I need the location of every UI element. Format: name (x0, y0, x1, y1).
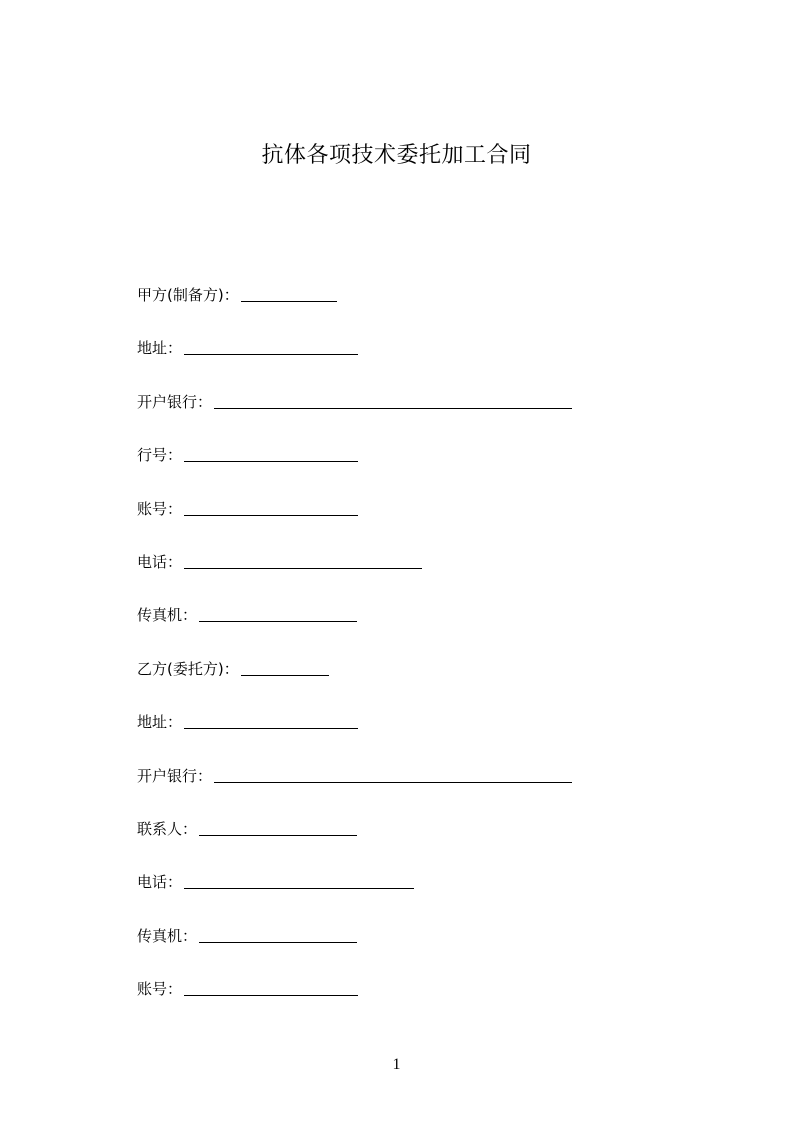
field-party-b-contact (137, 818, 572, 871)
fill-in-blank[interactable] (184, 444, 358, 462)
field-party-b (137, 658, 572, 711)
field-label: 开户银行： (137, 392, 213, 411)
page-title: 抗体各项技术委托加工合同 (261, 143, 532, 168)
party-info-fields (137, 284, 572, 1031)
fill-in-blank[interactable] (199, 818, 357, 836)
fill-in-blank[interactable] (184, 711, 358, 729)
field-party-a-bank-code (137, 444, 572, 497)
field-label: 行号： (137, 446, 183, 465)
fill-in-blank[interactable] (199, 604, 357, 622)
field-party-a-fax (137, 604, 572, 657)
fill-in-blank[interactable] (184, 337, 358, 355)
field-party-b-fax (137, 925, 572, 978)
field-label: 地址： (137, 713, 183, 732)
field-party-a (137, 284, 572, 337)
field-party-a-phone (137, 551, 572, 604)
field-party-b-phone (137, 871, 572, 924)
field-party-b-address (137, 711, 572, 764)
fill-in-blank[interactable] (241, 284, 337, 302)
fill-in-blank[interactable] (241, 658, 329, 676)
fill-in-blank[interactable] (214, 765, 572, 783)
fill-in-blank[interactable] (214, 391, 572, 409)
field-party-a-account (137, 498, 572, 551)
field-party-a-address (137, 337, 572, 390)
field-label: 地址： (137, 339, 183, 358)
fill-in-blank[interactable] (184, 871, 414, 889)
field-label: 传真机： (137, 926, 198, 945)
field-label: 甲方(制备方)： (137, 286, 239, 304)
field-label: 乙方(委托方)： (137, 659, 239, 678)
field-label: 电话： (137, 873, 183, 892)
page-number: 1 (392, 1056, 401, 1073)
field-label: 传真机： (137, 606, 198, 625)
fill-in-blank[interactable] (184, 978, 358, 996)
fill-in-blank[interactable] (184, 551, 422, 569)
field-label: 开户银行： (137, 766, 213, 785)
field-party-b-account (137, 978, 572, 1031)
field-label: 联系人： (137, 819, 198, 838)
field-party-a-bank (137, 391, 572, 444)
field-label: 电话： (137, 552, 183, 571)
fill-in-blank[interactable] (199, 925, 357, 943)
field-label: 账号： (137, 499, 183, 518)
field-label: 账号： (137, 980, 183, 999)
fill-in-blank[interactable] (184, 498, 358, 516)
field-party-b-bank (137, 765, 572, 818)
